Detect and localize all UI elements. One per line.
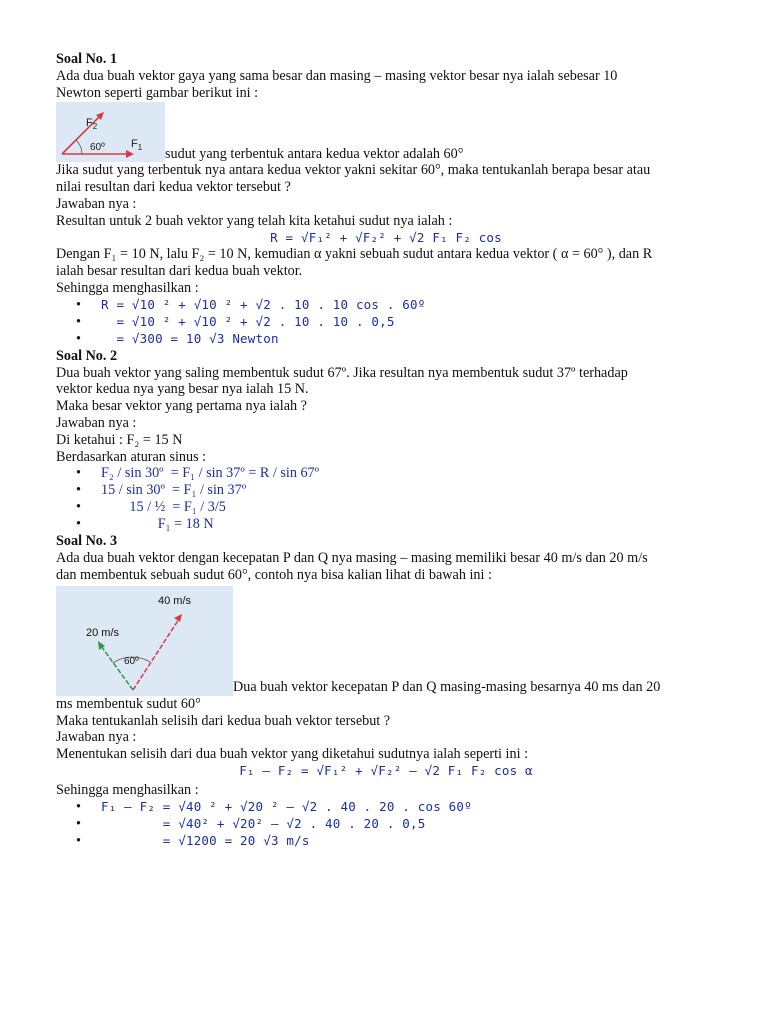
list-item: • = √40² + √20² – √2 . 40 . 20 . 0,5 <box>76 815 426 832</box>
s1-paragraph-1a: Ada dua buah vektor gaya yang sama besar dan masing – masing vektor besar nya ialah sebesar 10 <box>56 67 618 84</box>
s1-paragraph-3: Resultan untuk 2 buah vektor yang telah kita ketahui sudut nya ialah : <box>56 212 453 229</box>
s3-paragraph-2: Maka tentukanlah selisih dari kedua buah vektor tersebut ? <box>56 712 391 729</box>
angle-label: 60º <box>124 655 139 667</box>
list-item: • = √300 = 10 √3 Newton <box>76 330 279 347</box>
s2-paragraph-1a: Dua buah vektor yang saling membentuk sudut 67º. Jika resultan nya membentuk sudut 37º terhadap <box>56 364 628 381</box>
s1-steps-list <box>56 297 716 348</box>
s2-paragraph-2: Maka besar vektor yang pertama nya ialah ? <box>56 398 307 415</box>
s1-paragraph-2a: Jika sudut yang terbentuk nya antara kedua vektor yakni sekitar 60°, maka tentukanlah berapa besar atau <box>56 162 651 179</box>
f2-label: $F_2$ <box>86 117 98 132</box>
s1-answer-label: Jawaban nya : <box>56 195 137 212</box>
s2-steps-list <box>56 465 716 533</box>
s3-paragraph-3: Menentukan selisih dari dua buah vektor yang diketahui sudutnya ialah seperti ini : <box>56 746 529 763</box>
s3-paragraph-1b: dan membentuk sebuah sudut 60°, contoh nya bisa kalian lihat di bawah ini : <box>56 566 492 583</box>
section-2-title: Soal No. 2 <box>56 347 118 364</box>
angle-label: 60º <box>90 142 105 154</box>
s1-paragraph-4b: ialah besar resultan dari kedua buah vektor. <box>56 263 303 280</box>
s1-paragraph-1b: Newton seperti gambar berikut ini : <box>56 84 259 101</box>
list-item: • F₁ = 18 N <box>76 516 214 533</box>
s2-known: Di ketahui : F₂ = 15 N <box>56 431 183 448</box>
document-page <box>56 51 716 850</box>
s3-paragraph-1a: Ada dua buah vektor dengan kecepatan P dan Q nya masing – masing memiliki besar 40 m/s dan 20 m/s <box>56 550 648 567</box>
list-item: • 15 / ½ = F₁ / 3/5 <box>76 499 226 516</box>
s3-steps-list <box>56 799 716 850</box>
list-item: • = √10 ² + √10 ² + √2 . 10 . 10 . 0,5 <box>76 313 395 330</box>
section-3-title: Soal No. 3 <box>56 533 118 550</box>
velocity-40-label: 40 m/s <box>158 594 192 607</box>
s2-paragraph-1b: vektor kedua nya yang besar nya ialah 15 N. <box>56 381 309 398</box>
velocity-20-label: 20 m/s <box>86 626 120 639</box>
s1-paragraph-4a: Dengan F₁ = 10 N, lalu F₂ = 10 N, kemudian α yakni sebuah sudut antara kedua vektor ( α = 60° ), dan R <box>56 246 653 263</box>
section-1-title: Soal No. 1 <box>56 51 118 67</box>
s3-answer-label: Jawaban nya : <box>56 729 137 746</box>
s2-answer-label: Jawaban nya : <box>56 414 137 431</box>
list-item: • = √1200 = 20 √3 m/s <box>76 832 310 849</box>
s3-result-intro: Sehingga menghasilkan : <box>56 781 199 798</box>
s3-difference-formula: F₁ – F₂ = √F₁² + √F₂² – √2 F₁ F₂ cos α <box>239 762 533 778</box>
s1-result-intro: Sehingga menghasilkan : <box>56 279 199 296</box>
s3-figure-caption-b: ms membentuk sudut 60° <box>56 695 201 712</box>
list-item: • R = √10 ² + √10 ² + √2 . 10 . 10 cos . 60º <box>76 296 426 313</box>
s2-rule: Berdasarkan aturan sinus : <box>56 448 207 465</box>
s1-figure-caption: sudut yang terbentuk antara kedua vektor adalah 60° <box>165 145 464 162</box>
s3-figure-caption-a: Dua buah vektor kecepatan P dan Q masing-masing besarnya 40 ms dan 20 <box>233 678 661 695</box>
f1-label: $F_1$ <box>131 138 143 153</box>
list-item: • F₁ – F₂ = √40 ² + √20 ² – √2 . 40 . 20 . cos 60º <box>76 798 472 815</box>
list-item: • 15 / sin 30º = F₁ / sin 37º <box>76 482 247 499</box>
s1-paragraph-2b: nilai resultan dari kedua vektor tersebut ? <box>56 179 291 196</box>
vector-figure-1 <box>56 102 165 162</box>
s1-resultant-formula: R = √F₁² + √F₂² + √2 F₁ F₂ cos <box>270 229 502 245</box>
list-item: • F₂ / sin 30º = F₁ / sin 37º = R / sin 67º <box>76 465 320 482</box>
vector-figure-3 <box>56 586 233 696</box>
